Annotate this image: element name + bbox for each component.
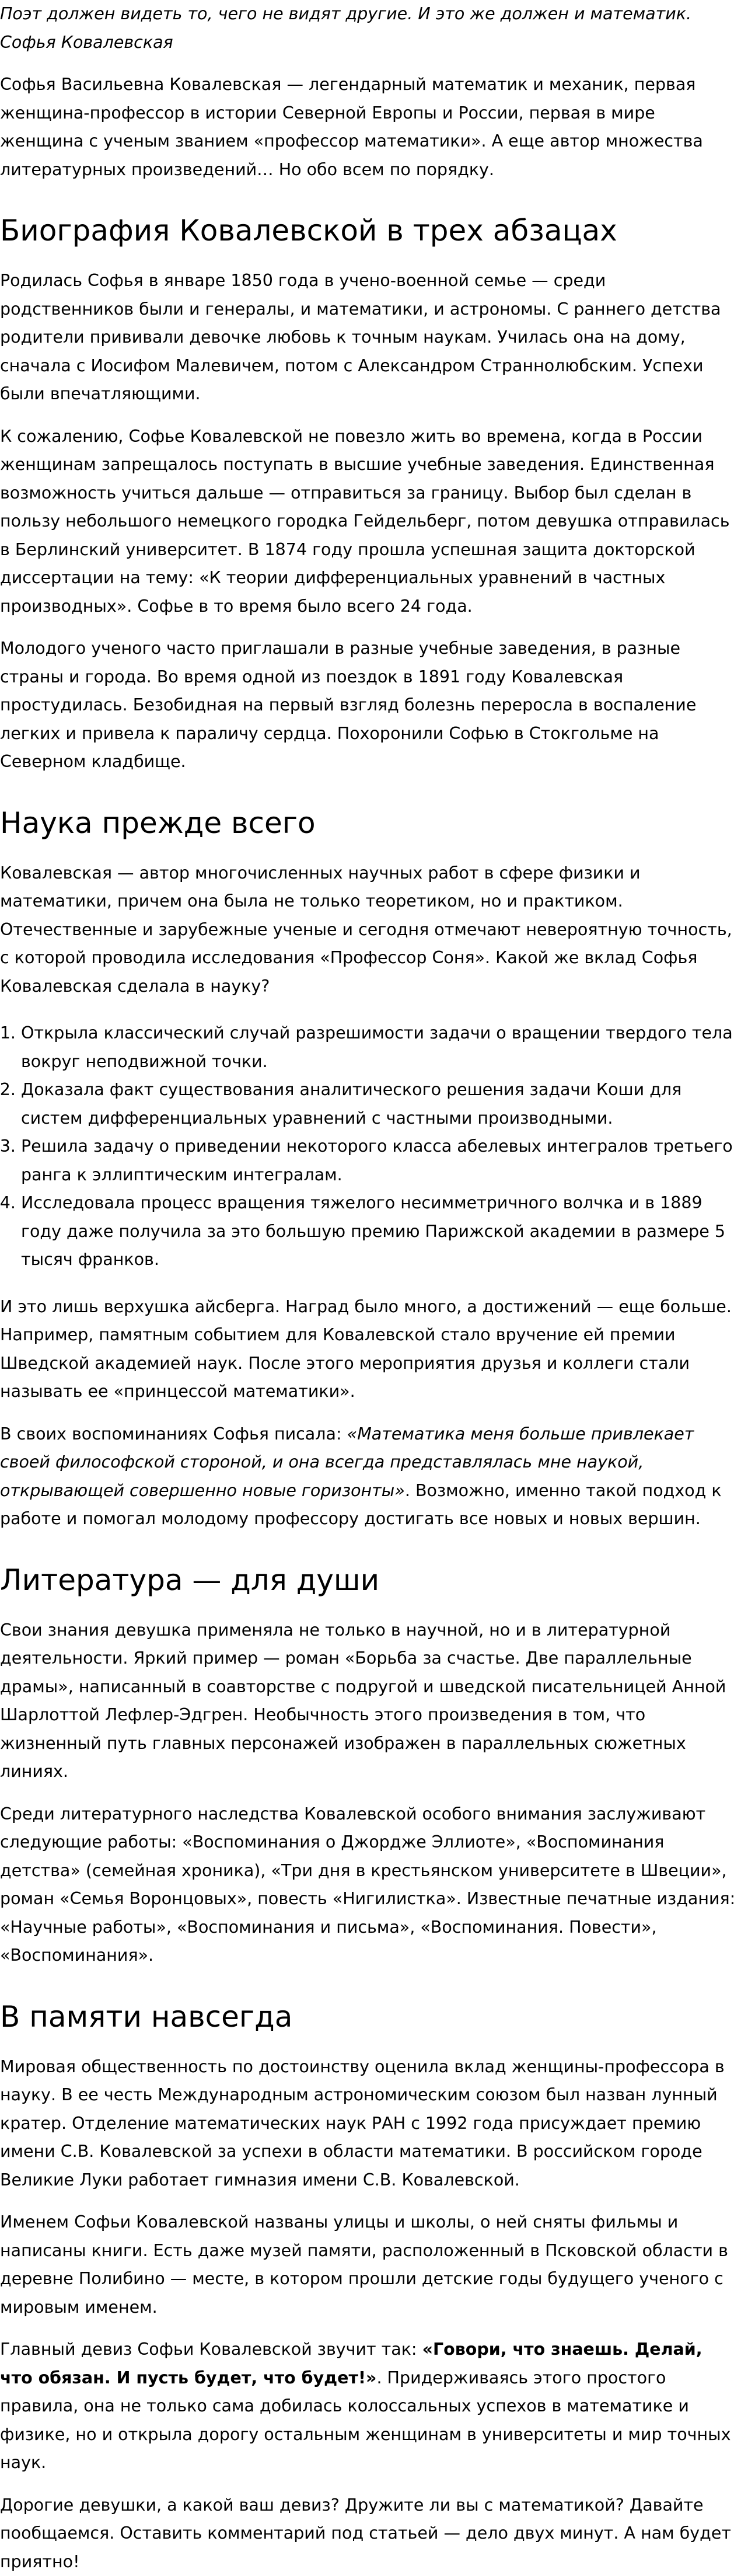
list-item: 1. Открыла классический случай разрешимости задачи о вращении твердого тела вокруг неподвижной точки. — [21, 1019, 736, 1076]
memoir-prefix: В своих воспоминаниях Софья писала: — [0, 1424, 347, 1444]
memoir-quote: «Математика меня больше привлекает своей философской стороной, и она всегда представлялась мне наукой, открывающей совершенно новые горизонты» — [0, 1424, 694, 1500]
science-intro-paragraph: Ковалевская — автор многочисленных научных работ в сфере физики и математики, причем она была не только теоретиком, но и практиком. Отечественные и зарубежные ученые и сегодня отмечают невероятную точность, с которой проводила исследования «Профессор Соня». Какой же вклад Софья Ковалевская сделала в науку? — [0, 859, 736, 1001]
memory-paragraph: Мировая общественность по достоинству оценила вклад женщины-профессора в науку. В ее честь Международным астрономическим союзом был назван лунный кратер. Отделение математических наук РАН с 1992 года присуждает премию имени С.В. Ковалевской за успехи в области математики. В российском городе Великие Луки работает гимназия имени С.В. Ковалевской. — [0, 2053, 736, 2195]
memoir-paragraph — [0, 1420, 736, 1533]
memory-paragraph: Именем Софьи Ковалевской названы улицы и школы, о ней сняты фильмы и написаны книги. Есть даже музей памяти, расположенный в Псковской области в деревне Полибино — месте, в котором прошли детские годы будущего ученого с мировым именем. — [0, 2208, 736, 2321]
closing-paragraph: Дорогие девушки, а какой ваш девиз? Дружите ли вы с математикой? Давайте пообщаемся. Оставить комментарий под статьей — дело двух минут. А нам будет приятно! — [0, 2491, 736, 2576]
motto-text: «Говори, что знаешь. Делай, что обязан. И пусть будет, что будет!» — [0, 2340, 702, 2387]
motto-prefix: Главный девиз Софьи Ковалевской звучит так: — [0, 2340, 422, 2359]
literature-paragraph: Среди литературного наследства Ковалевской особого внимания заслуживают следующие работы: «Воспоминания о Джордже Эллиоте», «Воспоминания детства» (семейная хроника), «Три дня в крестьянском университете в Швеции», роман «Семья Воронцовых», повесть «Нигилистка». Известные печатные издания: «Научные работы», «Воспоминания и письма», «Воспоминания. Повести», «Воспоминания». — [0, 1800, 736, 1970]
achievements-list — [0, 1019, 736, 1274]
list-item: 3. Решила задачу о приведении некоторого класса абелевых интегралов третьего ранга к эллиптическим интегралам. — [21, 1132, 736, 1189]
biography-paragraph: Родилась Софья в январе 1850 года в учено-военной семье — среди родственников были и генералы, и математики, и астрономы. С раннего детства родители прививали девочке любовь к точным наукам. Училась она на дому, сначала с Иосифом Малевичем, потом с Александром Страннолюбским. Успехи были впечатляющими. — [0, 267, 736, 409]
list-item: 2. Доказала факт существования аналитического решения задачи Коши для систем дифференциальных уравнений с частными производными. — [21, 1076, 736, 1132]
science-paragraph: И это лишь верхушка айсберга. Наград было много, а достижений — еще больше. Например, памятным событием для Ковалевской стало вручение ей премии Шведской академией наук. После этого мероприятия друзья и коллеги стали называть ее «принцессой математики». — [0, 1293, 736, 1406]
biography-paragraph: К сожалению, Софье Ковалевской не повезло жить во времена, когда в России женщинам запрещалось поступать в высшие учебные заведения. Единственная возможность учиться дальше — отправиться за границу. Выбор был сделан в пользу небольшого немецкого городка Гейдельберг, потом девушка отправилась в Берлинский университет. В 1874 году прошла успешная защита докторской диссертации на тему: «К теории дифференциальных уравнений в частных производных». Софье в то время было всего 24 года. — [0, 423, 736, 621]
list-item: 4. Исследовала процесс вращения тяжелого несимметричного волчка и в 1889 году даже получила за это большую премию Парижской академии в размере 5 тысяч франков. — [21, 1189, 736, 1274]
epigraph: Поэт должен видеть то, чего не видят другие. И это же должен и математик. Софья Ковалевская — [0, 0, 736, 57]
motto-suffix: . Придерживаясь этого простого правила, она не только сама добилась колоссальных успехов в математике и физике, но и открыла дорогу остальным женщинам в университеты и мир точных наук. — [0, 2368, 730, 2473]
biography-paragraph: Молодого ученого часто приглашали в разные учебные заведения, в разные страны и города. Во время одной из поездок в 1891 году Ковалевская простудилась. Безобидная на первый взгляд болезнь переросла в воспаление легких и привела к параличу сердца. Похоронили Софью в Стокгольме на Северном кладбище. — [0, 635, 736, 776]
section-heading-memory: В памяти навсегда — [0, 1999, 736, 2034]
section-heading-science: Наука прежде всего — [0, 806, 736, 841]
motto-paragraph — [0, 2336, 736, 2477]
section-heading-biography: Биография Ковалевской в трех абзацах — [0, 213, 736, 248]
memoir-suffix: . Возможно, именно такой подход к работе и помогал молодому профессору достигать все новых и новых вершин. — [0, 1481, 722, 1529]
literature-paragraph: Свои знания девушка применяла не только в научной, но и в литературной деятельности. Яркий пример — роман «Борьба за счастье. Две параллельные драмы», написанный в соавторстве с подругой и шведской писательницей Анной Шарлоттой Лефлер-Эдгрен. Необычность этого произведения в том, что жизненный путь главных персонажей изображен в параллельных сюжетных линиях. — [0, 1616, 736, 1786]
section-heading-literature: Литература — для души — [0, 1563, 736, 1598]
intro-paragraph: Софья Васильевна Ковалевская — легендарный математик и механик, первая женщина-профессор в истории Северной Европы и России, первая в мире женщина с ученым званием «профессор математики». А еще автор множества литературных произведений… Но обо всем по порядку. — [0, 71, 736, 184]
